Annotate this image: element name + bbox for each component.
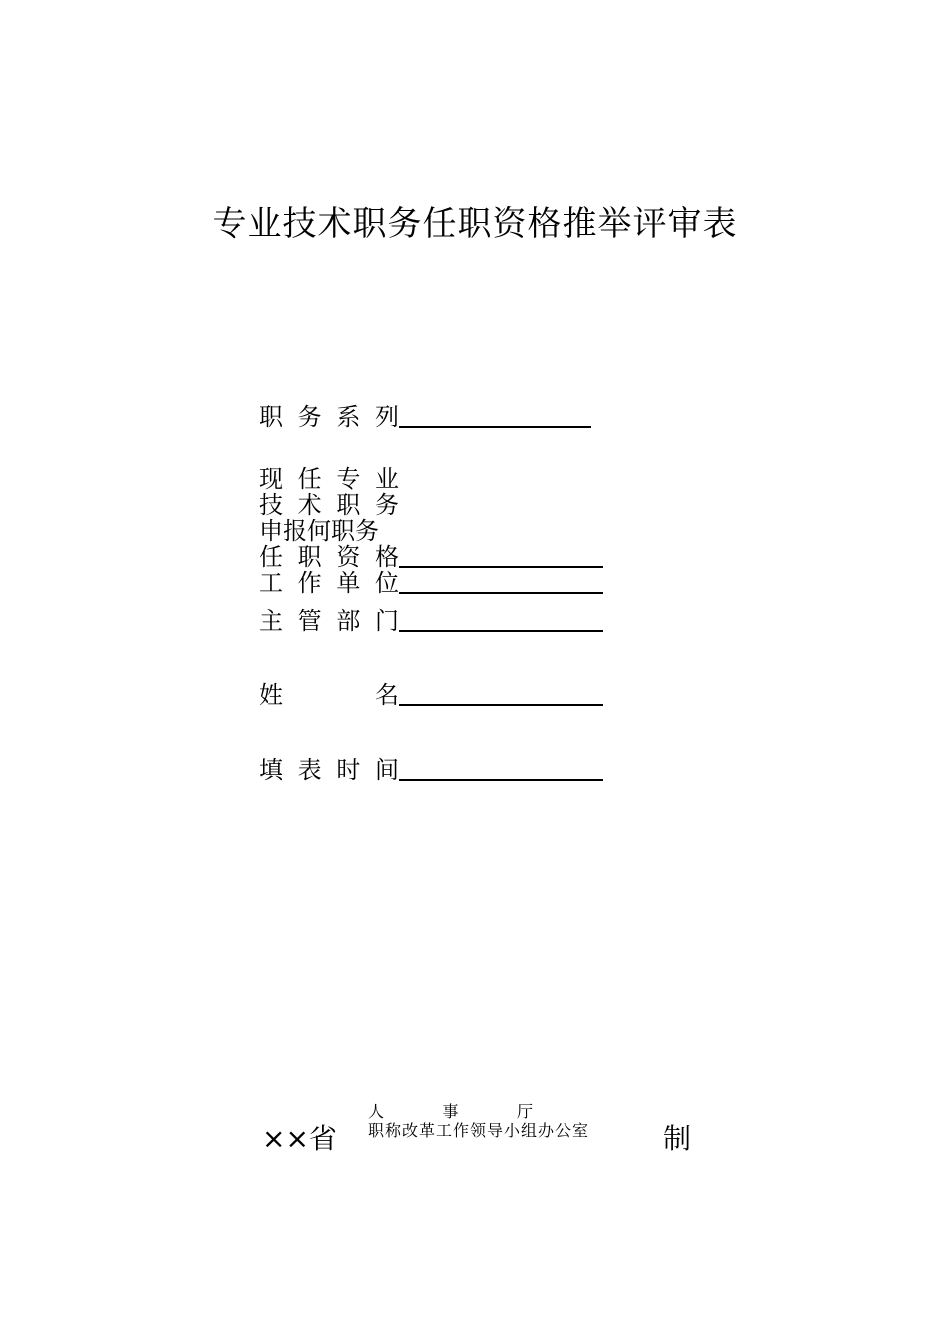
series-underline[interactable] xyxy=(399,426,591,428)
field-series xyxy=(259,402,591,430)
work-unit-label xyxy=(259,570,399,596)
supervisor-underline[interactable] xyxy=(399,630,603,632)
form-title: 专业技术职务任职资格推举评审表 xyxy=(212,204,738,244)
label-char: 单 xyxy=(336,569,361,597)
footer-dept-char-2: 事 xyxy=(442,1102,459,1121)
label-char: 专 xyxy=(336,465,361,493)
label-char: 姓 xyxy=(259,681,283,709)
field-apply-post xyxy=(259,516,399,544)
label-char: 工 xyxy=(259,569,283,597)
footer-dept-office: 职称改革工作领导小组办公室 xyxy=(368,1121,590,1140)
tech-post-label xyxy=(259,492,399,518)
label-char: 务 xyxy=(297,403,322,431)
footer-dept-char-1: 人 xyxy=(368,1102,385,1121)
label-char: 管 xyxy=(297,607,322,635)
fill-date-label xyxy=(259,757,399,783)
label-char: 系 xyxy=(336,403,361,431)
supervisor-label xyxy=(259,608,399,634)
label-char: 务 xyxy=(374,491,399,519)
label-char: 门 xyxy=(374,607,399,635)
label-char: 列 xyxy=(374,403,399,431)
label-char: 资 xyxy=(336,543,361,571)
label-char: 主 xyxy=(259,607,283,635)
series-label xyxy=(259,404,399,430)
label-char: 作 xyxy=(297,569,322,597)
label-char: 位 xyxy=(374,569,399,597)
label-char: 技 xyxy=(259,491,283,519)
label-char: 现 xyxy=(259,465,283,493)
field-qualification xyxy=(259,542,603,570)
field-tech-post xyxy=(259,490,399,518)
apply-post-label: 申报何职务 xyxy=(259,517,379,545)
field-work-unit xyxy=(259,568,603,596)
label-char: 间 xyxy=(374,756,399,784)
footer-dept-top xyxy=(368,1102,533,1122)
field-current-major xyxy=(259,464,399,492)
label-char: 术 xyxy=(297,491,322,519)
label-char: 格 xyxy=(374,543,399,571)
label-char: 业 xyxy=(374,465,399,493)
field-name xyxy=(259,680,603,708)
name-label xyxy=(259,682,399,708)
qualification-label xyxy=(259,544,399,570)
name-underline[interactable] xyxy=(399,704,603,706)
footer-dept-char-3: 厅 xyxy=(516,1102,533,1121)
footer-province: ××省 xyxy=(262,1122,337,1155)
field-fill-date xyxy=(259,755,603,783)
label-char: 任 xyxy=(297,465,322,493)
fill-date-underline[interactable] xyxy=(399,779,603,781)
label-char: 职 xyxy=(336,491,361,519)
label-char: 名 xyxy=(375,681,399,709)
footer-made-by: 制 xyxy=(663,1122,692,1155)
label-char: 填 xyxy=(259,756,283,784)
work-unit-underline[interactable] xyxy=(399,592,603,594)
label-char: 时 xyxy=(336,756,361,784)
label-char: 任 xyxy=(259,543,283,571)
label-char: 职 xyxy=(297,543,322,571)
field-supervisor xyxy=(259,606,603,634)
label-char: 职 xyxy=(259,403,283,431)
label-char: 部 xyxy=(336,607,361,635)
label-char: 表 xyxy=(297,756,322,784)
current-major-label xyxy=(259,466,399,492)
